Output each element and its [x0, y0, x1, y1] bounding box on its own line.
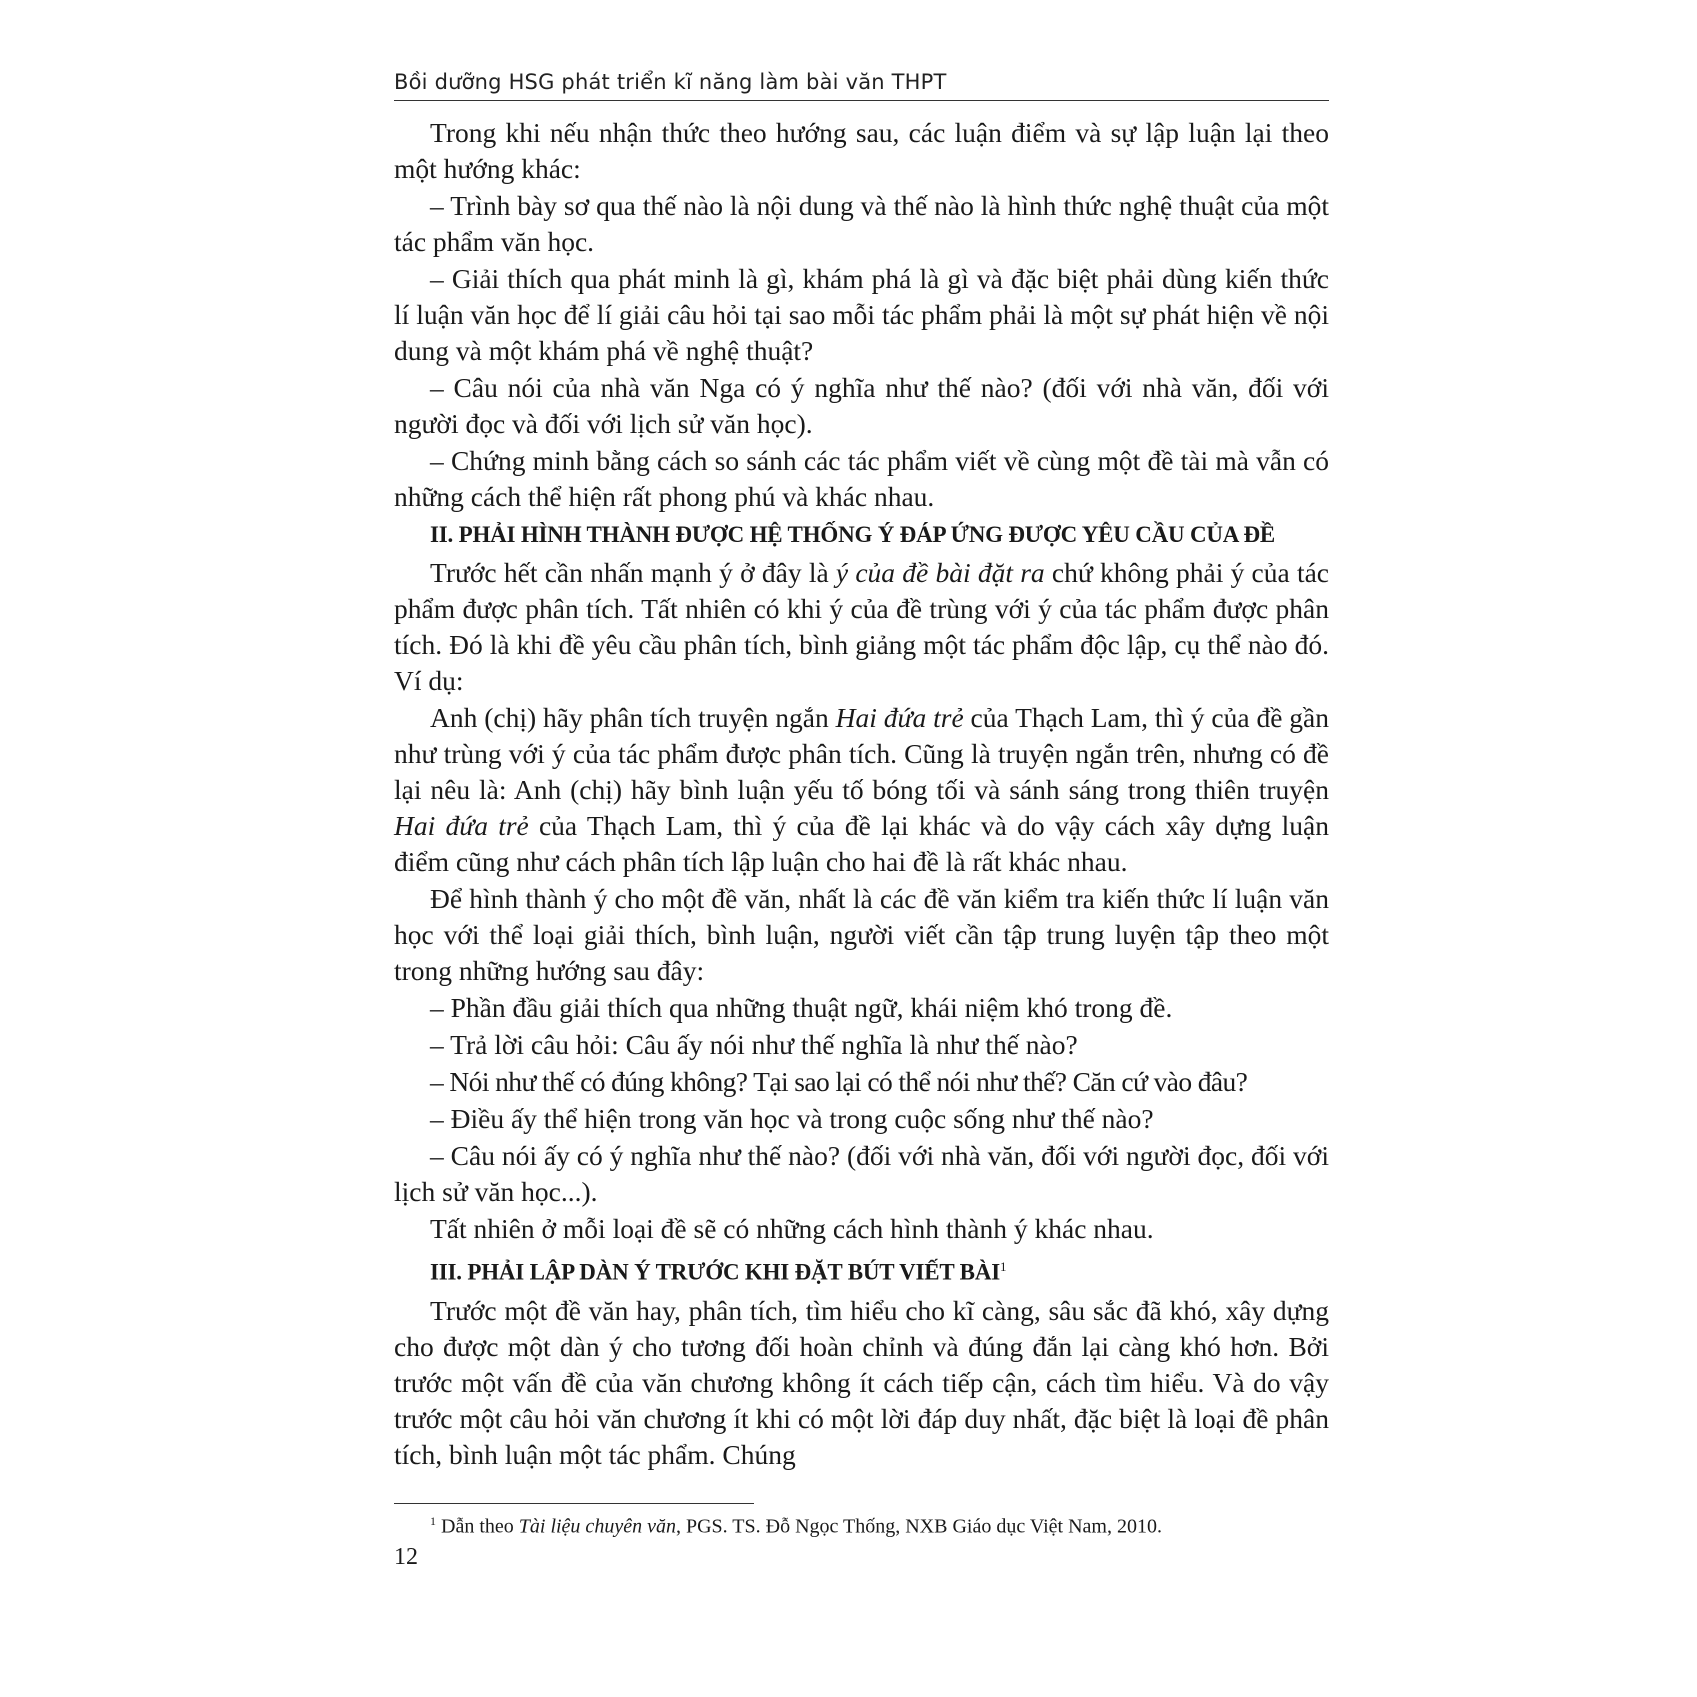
- section-heading-2: II. PHẢI HÌNH THÀNH ĐƯỢC HỆ THỐNG Ý ĐÁP ỨNG ĐƯỢC YÊU CẦU CỦA ĐỀ: [430, 522, 1276, 547]
- text-run: của Thạch Lam, thì ý của đề gần như trùng với ý của tác phẩm được phân tích. Cũng là truyện ngắn trên, nhưng có đề lại nêu là: Anh (chị) hãy bình luận yếu tố bóng tối và sánh sáng trong thiên truyện: [394, 702, 1330, 805]
- list-item: – Giải thích qua phát minh là gì, khám phá là gì và đặc biệt phải dùng kiến thức lí luận văn học để lí giải câu hỏi tại sao mỗi tác phẩm phải là một sự phát hiện về nội dung và một khám phá về nghệ thuật?: [394, 263, 1329, 366]
- list-item: – Điều ấy thể hiện trong văn học và trong cuộc sống như thế nào?: [430, 1103, 1154, 1134]
- italic-run: Hai đứa trẻ: [394, 810, 529, 841]
- text-run: Trước hết cần nhấn mạnh ý ở đây là: [430, 557, 836, 588]
- list-item: – Câu nói ấy có ý nghĩa như thế nào? (đối với nhà văn, đối với người đọc, đối với lịch sử văn học...).: [394, 1140, 1329, 1207]
- italic-run: ý của đề bài đặt ra: [835, 557, 1045, 588]
- paragraph: Tất nhiên ở mỗi loại đề sẽ có những cách hình thành ý khác nhau.: [430, 1213, 1154, 1244]
- paragraph: Để hình thành ý cho một đề văn, nhất là các đề văn kiểm tra kiến thức lí luận văn học với thể loại giải thích, bình luận, người viết cần tập trung luyện tập theo một trong những hướng sau đây:: [394, 883, 1329, 986]
- footnote-ref[interactable]: 1: [999, 1259, 1007, 1274]
- list-item: – Nói như thế có đúng không? Tại sao lại có thể nói như thế? Căn cứ vào đâu?: [430, 1066, 1248, 1097]
- heading-text: III. PHẢI LẬP DÀN Ý TRƯỚC KHI ĐẶT BÚT VIẾT BÀI: [430, 1259, 1000, 1285]
- page-number: 12: [394, 1544, 418, 1571]
- list-item: – Phần đầu giải thích qua những thuật ngữ, khái niệm khó trong đề.: [430, 992, 1173, 1023]
- list-item: – Chứng minh bằng cách so sánh các tác phẩm viết về cùng một đề tài mà vẫn có những cách thể hiện rất phong phú và khác nhau.: [394, 445, 1329, 512]
- text-run: chứ không phải ý của tác phẩm được phân tích. Tất nhiên có khi ý của đề trùng với ý của tác phẩm được phân tích. Đó là khi đề yêu cầu phân tích, bình giảng một tác phẩm độc lập, cụ thể nào đó. Ví dụ:: [394, 557, 1330, 696]
- paragraph: Trong khi nếu nhận thức theo hướng sau, các luận điểm và sự lập luận lại theo một hướng khác:: [394, 117, 1329, 184]
- footnote: [394, 1514, 1329, 1539]
- text-run: Dẫn theo: [436, 1515, 519, 1538]
- italic-run: Tài liệu chuyên văn: [518, 1515, 676, 1538]
- list-item: – Trình bày sơ qua thế nào là nội dung và thế nào là hình thức nghệ thuật của một tác phẩm văn học.: [394, 190, 1329, 257]
- text-run: , PGS. TS. Đỗ Ngọc Thống, NXB Giáo dục Việt Nam, 2010.: [675, 1515, 1162, 1538]
- footnote-rule: [394, 1503, 754, 1504]
- list-item: – Câu nói của nhà văn Nga có ý nghĩa như thế nào? (đối với nhà văn, đối với người đọc và đối với lịch sử văn học).: [394, 372, 1329, 439]
- paragraph: [394, 555, 1329, 699]
- body-text: [394, 115, 1329, 1473]
- italic-run: Hai đứa trẻ: [835, 702, 964, 733]
- list-item: – Trả lời câu hỏi: Câu ấy nói như thế nghĩa là như thế nào?: [430, 1029, 1078, 1060]
- text-run: Anh (chị) hãy phân tích truyện ngắn: [430, 702, 836, 733]
- text-run: của Thạch Lam, thì ý của đề lại khác và do vậy cách xây dựng luận điểm cũng như cách phân tích lập luận cho hai đề là rất khác nhau.: [394, 810, 1329, 877]
- section-heading-3: [394, 1249, 1329, 1291]
- paragraph: [394, 700, 1329, 880]
- book-page: [394, 70, 1329, 1571]
- paragraph: Trước một đề văn hay, phân tích, tìm hiểu cho kĩ càng, sâu sắc đã khó, xây dựng cho được một dàn ý cho tương đối hoàn chỉnh và đúng đắn lại càng khó hơn. Bởi trước một vấn đề của văn chương không ít cách tiếp cận, cách tìm hiểu. Và do vậy trước một câu hỏi văn chương ít khi có một lời đáp duy nhất, đặc biệt là loại đề phân tích, bình luận một tác phẩm. Chúng: [394, 1294, 1329, 1470]
- running-header: Bồi dưỡng HSG phát triển kĩ năng làm bài văn THPT: [394, 70, 1329, 101]
- footnote-mark: 1: [430, 1513, 436, 1528]
